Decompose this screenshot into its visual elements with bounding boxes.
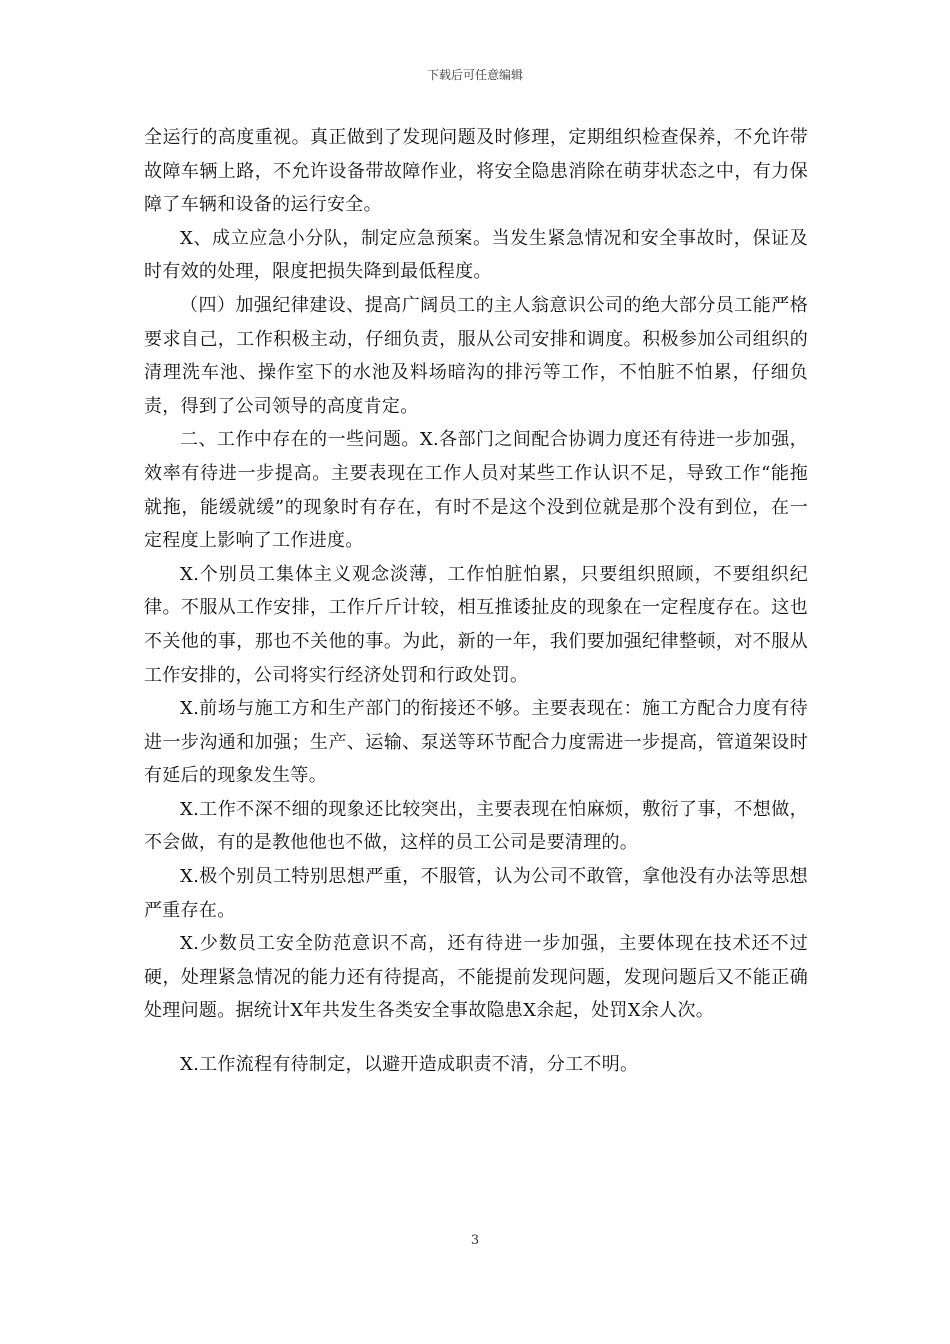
paragraph-coordination: X.前场与施工方和生产部门的衔接还不够。主要表现在：施工方配合力度有待进一步沟通和加强；生产、运输、泵送等环节配合力度需进一步提高，管道架设时有延后的现象发生等。: [144, 698, 808, 787]
paragraph-continued: 全运行的高度重视。真正做到了发现问题及时修理，定期组织检查保养，不允许带故障车辆上路，不允许设备带故障作业，将安全隐患消除在萌芽状态之中，有力保障了车辆和设备的运行安全。: [144, 127, 808, 216]
paragraph-work-depth: X.工作不深不细的现象还比较突出，主要表现在怕麻烦，敷衍了事，不想做，不会做，有的是教他他也不做，这样的员工公司是要清理的。: [144, 798, 808, 854]
paragraph-emergency-team: X、成立应急小分队，制定应急预案。当发生紧急情况和安全事故时，保证及时有效的处理，限度把损失降到最低程度。: [144, 227, 808, 283]
paragraph-safety: X.少数员工安全防范意识不高，还有待进一步加强，主要体现在技术还不过硬，处理紧急情况的能力还有待提高，不能提前发现问题，发现问题后又不能正确处理问题。据统计X年共发生各类安全事故隐患X余起，处罚X余人次。: [144, 933, 808, 1022]
paragraph-workflow: X.工作流程有待制定，以避开造成职责不清，分工不明。: [180, 1054, 639, 1076]
paragraph-problems-intro: 二、工作中存在的一些问题。X.各部门之间配合协调力度还有待进一步加强，效率有待进一步提高。主要表现在工作人员对某些工作认识不足，导致工作“能拖就拖，能缓就缓”的现象时有存在，有时不是这个没到位就是那个没有到位，在一定程度上影响了工作进度。: [144, 429, 808, 552]
paragraph-collectivism: X.个别员工集体主义观念淡薄，工作怕脏怕累，只要组织照顾，不要组织纪律。不服从工作安排，工作斤斤计较，相互推诿扯皮的现象在一定程度存在。这也不关他的事，那也不关他的事。为此，新的一年，我们要加强纪律整顿，对不服从工作安排的，公司将实行经济处罚和行政处罚。: [144, 563, 808, 686]
paragraph-thinking: X.极个别员工特别思想严重，不服管，认为公司不敢管，拿他没有办法等思想严重存在。: [144, 866, 808, 921]
document-body: [144, 121, 808, 1082]
paragraph-discipline: （四）加强纪律建设、提高广阔员工的主人翁意识公司的绝大部分员工能严格要求自己，工作积极主动，仔细负责，服从公司安排和调度。积极参加公司组织的清理洗车池、操作室下的水池及料场暗沟的排污等工作，不怕脏不怕累，仔细负责，得到了公司领导的高度肯定。: [144, 294, 808, 417]
page-header: 下载后可任意编辑: [426, 68, 523, 82]
page-number: 3: [470, 1233, 480, 1248]
